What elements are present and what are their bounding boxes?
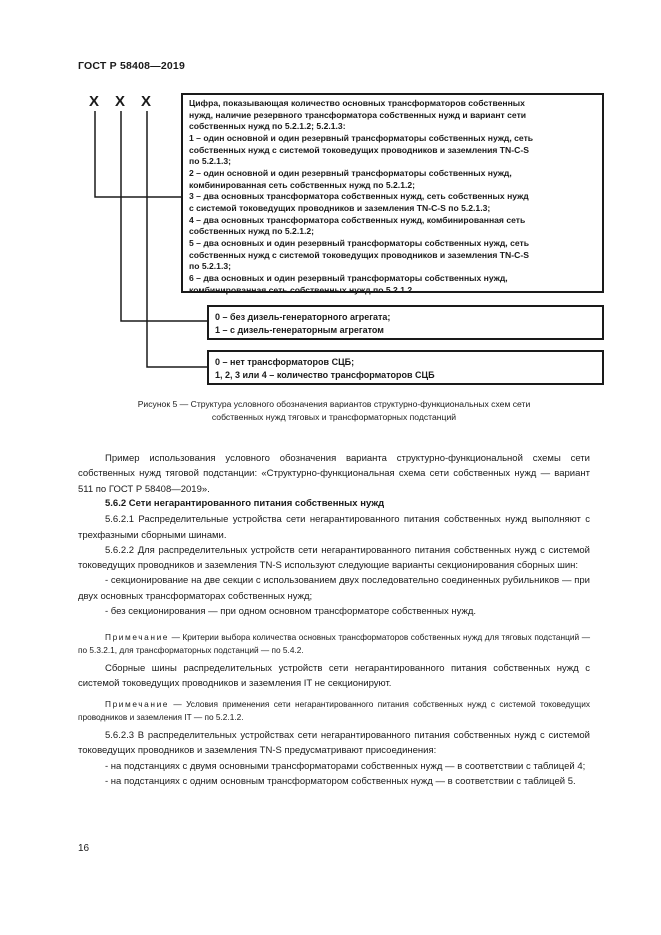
note-text: — Условия применения сети негарантированного питания собственных нужд с системой токоведущих проводников и заземления IT — по 5.2.1.2. xyxy=(78,699,590,722)
page-number: 16 xyxy=(78,843,90,854)
paragraph-5622: 5.6.2.2 Для распределительных устройств сети негарантированного питания собственных нужд с системой токоведущих проводников и заземления TN-S используют следующие варианты секционирования сборных шин: xyxy=(78,544,590,572)
document-header: ГОСТ Р 58408—2019 xyxy=(78,60,186,72)
box-main-line: 2 – один основной и один резервный трансформаторы собственных нужд, xyxy=(189,167,512,178)
box-main-line: собственных нужд с системой токоведущих проводников и заземления TN-C-S xyxy=(189,249,529,260)
section-5623 xyxy=(78,728,590,789)
section-562 xyxy=(78,496,590,619)
list-item: - на подстанциях с одним основным трансформатором собственных нужд — в соответствии с таблицей 5. xyxy=(105,775,576,787)
box-diesel-line: 0 – без дизель-генераторного агрегата; xyxy=(215,312,391,322)
list-item: - без секционирования — при одном основном трансформаторе собственных нужд. xyxy=(105,606,477,618)
box-scb-line: 0 – нет трансформаторов СЦБ; xyxy=(215,357,355,367)
x-mark-3: Х xyxy=(141,93,152,110)
paragraph-it: Сборные шины распределительных устройств сети негарантированного питания собственных нужд с системой токоведущих проводников и заземления IT не секционируют. xyxy=(78,663,590,690)
box-main-line: собственных нужд по 5.2.1.2; xyxy=(189,226,315,237)
x-mark-2: Х xyxy=(115,93,126,110)
figure-box-scb xyxy=(207,350,604,385)
caption-line: собственных нужд тяговых и трансформаторных подстанций xyxy=(211,411,457,422)
note-text: — Критерии выбора количества основных трансформаторов собственных нужд для тяговых подстанций — по 5.3.2.1, для трансформаторных подстанций — по 5.4.2. xyxy=(78,632,590,655)
box-main-line: по 5.2.1.3; xyxy=(189,261,231,272)
section-heading: 5.6.2 Сети негарантированного питания собственных нужд xyxy=(105,498,385,509)
box-main-line: 3 – два основных трансформатора собственных нужд, сеть собственных нужд xyxy=(189,191,529,202)
connector-x1 xyxy=(95,111,181,197)
paragraph-it-block xyxy=(78,661,590,692)
box-main-line: собственных нужд с системой токоведущих проводников и заземления TN-C-S xyxy=(189,144,529,155)
list-item: - на подстанциях с двумя основными трансформаторами собственных нужд — в соответствии с таблицей 4; xyxy=(105,760,586,772)
box-main-line: собственных нужд по 5.2.1.2; 5.2.1.3: xyxy=(189,121,346,132)
note-1 xyxy=(78,631,590,657)
box-main-line: комбинированная сеть собственных нужд по 5.2.1.2; xyxy=(189,179,415,190)
figure-box-transformers xyxy=(181,93,604,293)
figure-caption xyxy=(78,398,590,423)
list-item: - секционирование на две секции с использованием двух последовательно соединенных рубильников — при двух основных трансформаторах собственных нужд; xyxy=(78,575,590,602)
example-paragraph: Пример использования условного обозначения варианта структурно-функциональной схемы сети собственных нужд тяговой подстанции: «Структурно-функциональная схема сети собственных нужд — вариант 511 по ГОСТ Р 58408—2019». xyxy=(78,453,590,495)
box-main-line: 1 – один основной и один резервный трансформаторы собственных нужд, сеть xyxy=(189,132,534,143)
box-main-line: 5 – два основных и один резервный трансформаторы собственных нужд, сеть xyxy=(189,237,530,248)
box-main-line: 6 – два основных и один резервный трансформаторы собственных нужд, xyxy=(189,272,508,283)
paragraph-5623: 5.6.2.3 В распределительных устройствах сети негарантированного питания собственных нужд с системой токоведущих проводников и заземления TN-S предусматривают присоединения: xyxy=(78,730,590,757)
figure-box-diesel xyxy=(207,305,604,340)
caption-line: Рисунок 5 — Структура условного обозначения вариантов структурно-функциональных схем сети xyxy=(137,399,531,409)
note-label: Примечание xyxy=(105,632,170,642)
box-main-line: комбинированная сеть собственных нужд по 5.2.1.2 xyxy=(189,284,413,295)
box-scb-line: 1, 2, 3 или 4 – количество трансформаторов СЦБ xyxy=(215,369,435,380)
box-diesel-line: 1 – с дизель-генераторным агрегатом xyxy=(215,324,384,335)
note-2 xyxy=(78,698,590,724)
box-main-line: нужд, наличие резервного трансформатора собственных нужд и вариант сети xyxy=(189,109,527,120)
paragraph-5621: 5.6.2.1 Распределительные устройства сети негарантированного питания собственных нужд выполняют с трехфазными сборными шинами. xyxy=(78,514,590,541)
box-main-line: с системой токоведущих проводников и заземления TN-C-S по 5.2.1.3; xyxy=(189,202,491,213)
box-main-line: 4 – два основных трансформатора собственных нужд, комбинированная сеть xyxy=(189,214,526,225)
note-label: Примечание xyxy=(105,699,170,709)
box-main-line: по 5.2.1.3; xyxy=(189,156,231,167)
body-example xyxy=(78,451,590,497)
box-main-line: Цифра, показывающая количество основных трансформаторов собственных xyxy=(189,98,525,108)
x-mark-1: Х xyxy=(89,93,100,110)
